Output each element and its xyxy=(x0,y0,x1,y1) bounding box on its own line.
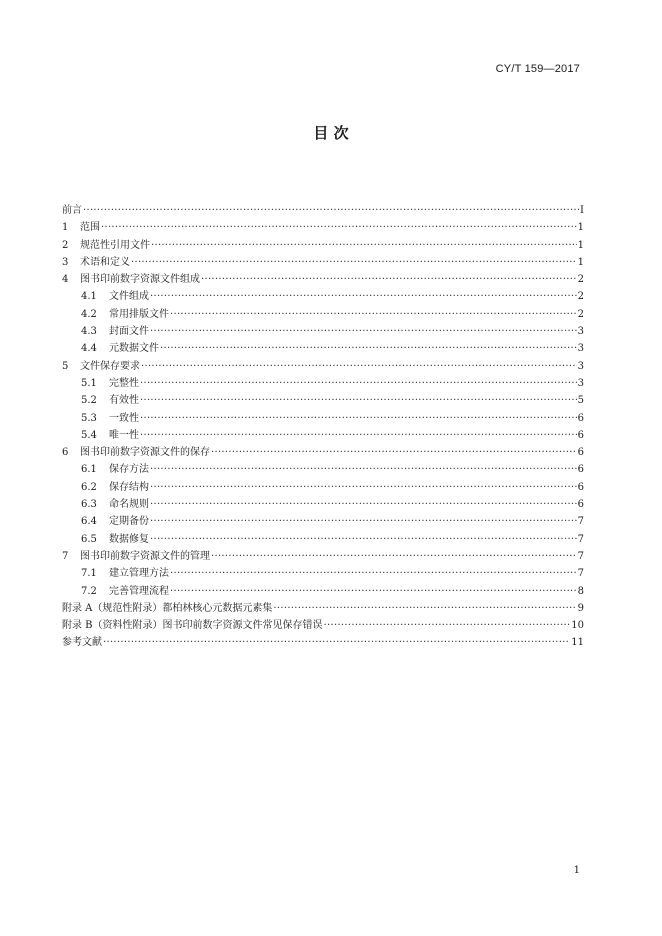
toc-entry-page: 2 xyxy=(577,274,584,286)
toc-entry-label: 参考文献 xyxy=(62,637,102,649)
toc-entry-page: 6 xyxy=(577,464,584,476)
toc-entry-page: 3 xyxy=(577,326,584,338)
toc-entry-page: 10 xyxy=(571,620,584,632)
toc-entry[interactable] xyxy=(62,323,584,340)
toc-entry[interactable] xyxy=(62,392,584,409)
toc-entry[interactable] xyxy=(62,237,584,254)
toc-entry[interactable] xyxy=(62,444,584,461)
toc-entry[interactable] xyxy=(62,461,584,478)
toc-leader-dots xyxy=(140,392,577,409)
toc-entry-label: 保存结构 xyxy=(109,481,149,493)
toc-entry-page: 2 xyxy=(577,308,584,320)
toc-leader-dots xyxy=(170,583,577,600)
toc-entry-page: 3 xyxy=(577,343,584,355)
toc-entry-label: 命名规则 xyxy=(109,499,149,511)
toc-leader-dots xyxy=(324,617,571,634)
toc-entry-number: 7.2 xyxy=(81,585,97,597)
toc-entry-label: 完整性 xyxy=(109,377,139,389)
toc-entry[interactable] xyxy=(62,513,584,530)
toc-entry-page: I xyxy=(580,205,584,216)
toc-entry-page: 7 xyxy=(577,568,584,580)
toc-entry-page: 6 xyxy=(577,429,584,441)
toc-entry-page: 6 xyxy=(577,481,584,493)
toc-entry-page: 8 xyxy=(577,585,584,597)
toc-entry-label: 图书印前数字资源文件的保存 xyxy=(80,447,210,459)
toc-entry-label: 文件组成 xyxy=(109,291,149,303)
toc-leader-dots xyxy=(83,202,579,219)
page-title: 目 次 xyxy=(313,124,349,142)
toc-entry-number: 5.3 xyxy=(81,412,97,424)
toc-entry-page: 1 xyxy=(577,222,584,234)
toc-entry-label: 文件保存要求 xyxy=(80,360,140,372)
toc-leader-dots xyxy=(150,513,577,530)
toc-entry-page: 6 xyxy=(577,412,584,424)
toc-entry-label: 图书印前数字资源文件组成 xyxy=(80,274,200,286)
toc-leader-dots xyxy=(211,444,577,461)
toc-entry[interactable] xyxy=(62,496,584,513)
toc-entry-label: 前言 xyxy=(62,205,82,216)
toc-entry-number: 4.2 xyxy=(81,308,97,320)
toc-entry-label: 图书印前数字资源文件的管理 xyxy=(80,550,210,562)
toc-entry[interactable] xyxy=(62,548,584,565)
toc-entry-number: 1 xyxy=(62,222,69,234)
toc-entry-label: 附录 A（规范性附录）都柏林核心元数据元素集 xyxy=(62,602,273,614)
toc-entry[interactable] xyxy=(62,202,584,219)
toc-leader-dots xyxy=(141,358,577,375)
toc-entry-label: 常用排版文件 xyxy=(109,308,169,320)
toc-entry[interactable] xyxy=(62,565,584,582)
table-of-contents xyxy=(62,202,584,652)
toc-leader-dots xyxy=(150,479,577,496)
toc-entry-number: 6.5 xyxy=(81,533,97,545)
toc-entry-label: 建立管理方法 xyxy=(109,568,169,580)
toc-entry-label: 范围 xyxy=(80,222,100,234)
toc-entry-page: 9 xyxy=(577,602,584,614)
toc-leader-dots xyxy=(170,306,577,323)
toc-entry-label: 术语和定义 xyxy=(80,256,130,268)
toc-leader-dots xyxy=(150,531,577,548)
toc-entry-label: 唯一性 xyxy=(109,429,139,441)
toc-entry-page: 7 xyxy=(577,516,584,528)
toc-leader-dots xyxy=(211,548,577,565)
toc-leader-dots xyxy=(201,271,577,288)
toc-entry[interactable] xyxy=(62,617,584,634)
toc-entry[interactable] xyxy=(62,634,584,651)
toc-entry-label: 定期备份 xyxy=(109,516,149,528)
toc-entry-label: 保存方法 xyxy=(109,464,149,476)
toc-entry[interactable] xyxy=(62,358,584,375)
toc-entry-number: 4 xyxy=(62,274,69,286)
toc-entry-number: 6 xyxy=(62,447,69,459)
toc-entry[interactable] xyxy=(62,583,584,600)
toc-entry-number: 4.3 xyxy=(81,326,97,338)
toc-leader-dots xyxy=(103,634,570,651)
toc-entry-number: 4.1 xyxy=(81,291,97,303)
toc-entry-label: 封面文件 xyxy=(109,326,149,338)
toc-entry-number: 6.1 xyxy=(81,464,97,476)
toc-entry-page: 1 xyxy=(577,256,584,268)
toc-entry-page: 7 xyxy=(577,533,584,545)
toc-entry-page: 5 xyxy=(577,395,584,407)
toc-leader-dots xyxy=(140,427,577,444)
toc-entry[interactable] xyxy=(62,427,584,444)
toc-entry-number: 7 xyxy=(62,550,69,562)
toc-leader-dots xyxy=(140,375,577,392)
toc-entry-label: 规范性引用文件 xyxy=(80,239,150,251)
toc-entry-page: 6 xyxy=(577,499,584,511)
toc-entry-number: 3 xyxy=(62,256,69,268)
toc-entry-page: 3 xyxy=(577,377,584,389)
toc-entry[interactable] xyxy=(62,306,584,323)
toc-entry-page: 7 xyxy=(577,550,584,562)
toc-entry-label: 一致性 xyxy=(109,412,139,424)
toc-leader-dots xyxy=(150,288,577,305)
toc-leader-dots xyxy=(140,410,577,427)
toc-entry-label: 有效性 xyxy=(109,395,139,407)
toc-leader-dots xyxy=(101,219,577,236)
toc-entry-page: 1 xyxy=(577,239,584,251)
toc-entry[interactable] xyxy=(62,254,584,271)
toc-entry[interactable] xyxy=(62,531,584,548)
toc-entry-label: 元数据文件 xyxy=(109,343,159,355)
toc-leader-dots xyxy=(150,496,577,513)
toc-entry-label: 附录 B（资料性附录）图书印前数字资源文件常见保存错误 xyxy=(62,620,323,632)
page-number: 1 xyxy=(573,865,580,876)
toc-entry-label: 完善管理流程 xyxy=(109,585,169,597)
toc-leader-dots xyxy=(170,565,577,582)
toc-entry-number: 5.2 xyxy=(81,395,97,407)
toc-entry[interactable] xyxy=(62,288,584,305)
toc-leader-dots xyxy=(150,323,577,340)
toc-leader-dots xyxy=(131,254,577,271)
toc-entry-number: 6.2 xyxy=(81,481,97,493)
toc-entry[interactable] xyxy=(62,219,584,236)
standard-code: CY/T 159—2017 xyxy=(495,63,580,75)
toc-entry-page: 11 xyxy=(571,637,584,649)
toc-entry-number: 4.4 xyxy=(81,343,97,355)
toc-entry-page: 3 xyxy=(577,360,584,372)
toc-entry-number: 6.4 xyxy=(81,516,97,528)
toc-leader-dots xyxy=(151,237,577,254)
toc-entry-number: 5 xyxy=(62,360,69,372)
toc-entry-number: 6.3 xyxy=(81,499,97,511)
toc-entry[interactable] xyxy=(62,271,584,288)
toc-entry[interactable] xyxy=(62,600,584,617)
toc-leader-dots xyxy=(160,340,577,357)
toc-entry[interactable] xyxy=(62,410,584,427)
toc-entry-page: 2 xyxy=(577,291,584,303)
toc-entry-number: 5.1 xyxy=(81,377,97,389)
toc-entry-label: 数据修复 xyxy=(109,533,149,545)
toc-leader-dots xyxy=(273,600,576,617)
toc-entry-number: 7.1 xyxy=(81,568,97,580)
toc-leader-dots xyxy=(150,461,577,478)
toc-entry[interactable] xyxy=(62,375,584,392)
toc-entry-page: 6 xyxy=(577,447,584,459)
toc-entry[interactable] xyxy=(62,479,584,496)
toc-entry-number: 5.4 xyxy=(81,429,97,441)
toc-entry-number: 2 xyxy=(62,239,69,251)
toc-entry[interactable] xyxy=(62,340,584,357)
